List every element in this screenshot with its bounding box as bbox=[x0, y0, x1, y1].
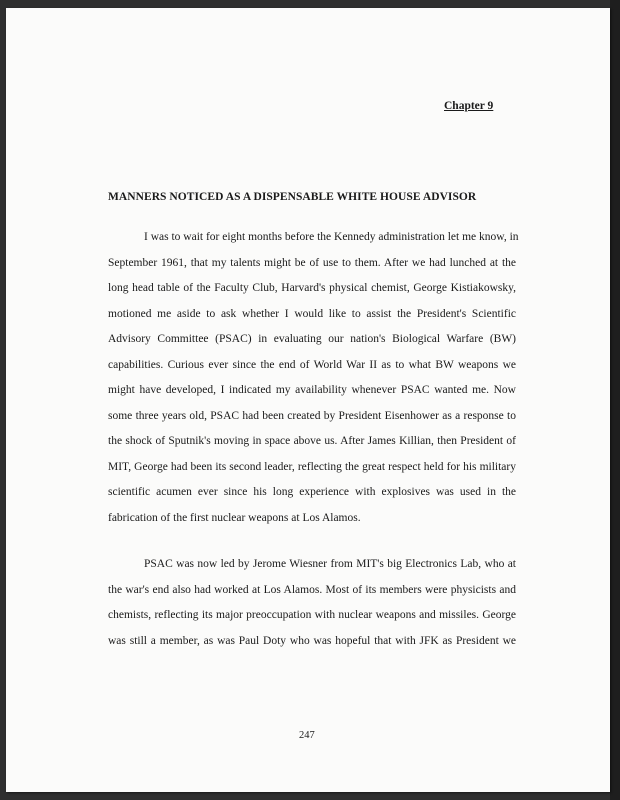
paragraph-line: MIT, George had been its second leader, reflecting the great respect held for his military bbox=[108, 460, 516, 473]
paragraph-line: capabilities. Curious ever since the end of World War II as to what BW weapons we bbox=[108, 358, 516, 371]
paragraph-line: motioned me aside to ask whether I would like to assist the President's Scientific bbox=[108, 307, 516, 320]
paragraph-line: chemists, reflecting its major preoccupation with nuclear weapons and missiles. George bbox=[108, 609, 516, 621]
paragraph-line: the war's end also had worked at Los Alamos. Most of its members were physicists and bbox=[108, 583, 516, 596]
paragraph-line: long head table of the Faculty Club, Harvard's physical chemist, George Kistiakowsky, bbox=[108, 282, 516, 294]
paragraph-line: September 1961, that my talents might be of use to them. After we had lunched at the bbox=[108, 256, 516, 269]
paragraph-line: was still a member, as was Paul Doty who was hopeful that with JFK as President we bbox=[108, 634, 516, 647]
paragraph-line: PSAC was now led by Jerome Wiesner from MIT's big Electronics Lab, who at bbox=[144, 558, 516, 570]
section-title: MANNERS NOTICED AS A DISPENSABLE WHITE HOUSE ADVISOR bbox=[108, 191, 477, 203]
document-page bbox=[6, 8, 610, 792]
paragraph-line: fabrication of the first nuclear weapons at Los Alamos. bbox=[108, 511, 361, 524]
paragraph-line: Advisory Committee (PSAC) in evaluating our nation's Biological Warfare (BW) bbox=[108, 333, 516, 345]
paragraph-line: the shock of Sputnik's moving in space above us. After James Killian, then President of bbox=[108, 435, 516, 447]
paragraph-line: scientific acumen ever since his long experience with explosives was used in the bbox=[108, 486, 516, 498]
paragraph-line: might have developed, I indicated my availability whenever PSAC wanted me. Now bbox=[108, 384, 516, 396]
scan-edge bbox=[610, 0, 620, 800]
paragraph-line: I was to wait for eight months before the Kennedy administration let me know, in bbox=[144, 231, 519, 243]
paragraph-line: some three years old, PSAC had been created by President Eisenhower as a response to bbox=[108, 409, 516, 422]
chapter-heading: Chapter 9 bbox=[444, 100, 494, 112]
page-number: 247 bbox=[299, 730, 315, 741]
